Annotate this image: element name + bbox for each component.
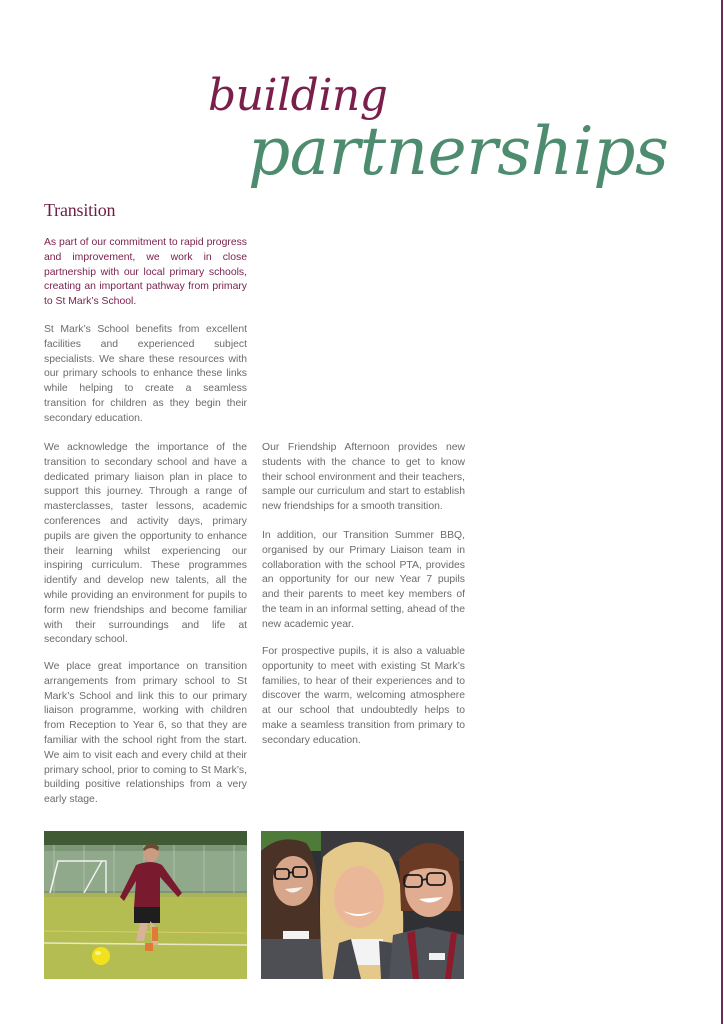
football-photo (44, 831, 247, 979)
right-paragraph-2: In addition, our Transition Summer BBQ, organised by our Primary Liaison team in collaboration with the school PTA, provides an opportunity for our new Year 7 pupils and their parents to meet key members of the team in an informal setting, ahead of the new academic year. (262, 530, 465, 630)
page-edge-line (721, 0, 723, 1024)
left-paragraph-3: We acknowledge the importance of the transition to secondary school and have a dedicated primary liaison plan in place to support this journey. Through a range of masterclasses, taster lessons, academic conferences and activity days, primary pupils are given the opportunity to enhance their learning whilst experiencing our inspiring curriculum. These programmes identify and develop new talents, all the while providing an environment for pupils to form new friendships and become familiar with their surroundings and life at secondary school. (44, 442, 247, 646)
title-building: building (208, 70, 388, 121)
right-paragraph-1: Our Friendship Afternoon provides new students with the chance to get to know their school environment and their teachers, sample our curriculum and start to establish new friendships for a smooth transition. (262, 442, 465, 513)
right-paragraph-3: For prospective pupils, it is also a valuable opportunity to meet with existing St Mark’s families, to hear of their experiences and to discover the warm, welcoming atmosphere at our school that undoubtedly helps to make a seamless transition from primary to secondary education. (262, 646, 465, 746)
left-paragraph-2: St Mark’s School benefits from excellent facilities and experienced subject specialists. We share these resources with our primary schools to enhance these links while helping to create a seamless transition for children as they begin their secondary education. (44, 324, 247, 424)
intro-paragraph: As part of our commitment to rapid progress and improvement, we work in close partnership with our local primary schools, creating an important pathway from primary to St Mark’s School. (44, 237, 247, 308)
title-partnerships: partnerships (248, 113, 669, 190)
students-photo (261, 831, 464, 979)
left-paragraph-4: We place great importance on transition arrangements from primary school to St Mark’s School and link this to our primary liaison programme, working with children from Reception to Year 6, so that they are familiar with the school right from the start. We aim to visit each and every child at their primary school, prior to coming to St Mark’s, building positive relationships from a very early stage. (44, 661, 247, 806)
section-heading: Transition (44, 200, 116, 220)
